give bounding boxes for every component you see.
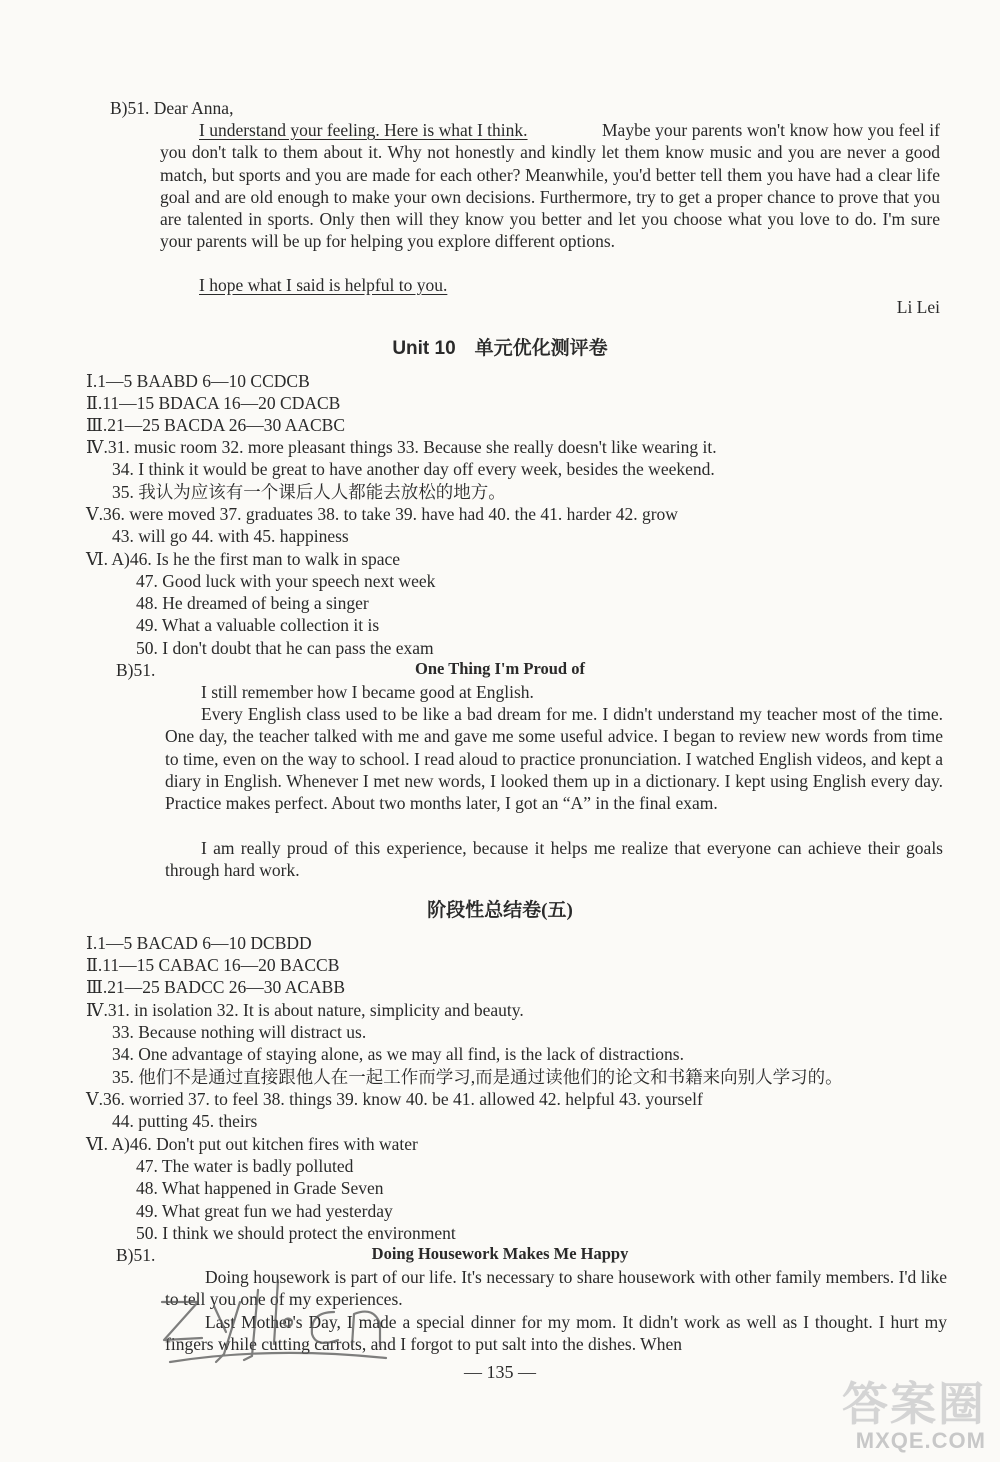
- letter-signature: Li Lei: [896, 297, 940, 317]
- stage5-line-6: 34. One advantage of staying alone, as we may all find, is the lack of distractions.: [112, 1044, 684, 1064]
- unit10-line-11: 48. He dreamed of being a singer: [136, 593, 369, 613]
- stage5-essay-title: Doing Housework Makes Me Happy: [371, 1244, 629, 1263]
- stage5-line-1: Ⅰ.1—5 BACAD 6—10 DCBDD: [86, 933, 312, 953]
- stage5-line-5: 33. Because nothing will distract us.: [112, 1022, 367, 1042]
- site-watermark: [842, 1368, 986, 1454]
- unit10-line-2: Ⅱ.11—15 BDACA 16—20 CDACB: [86, 393, 341, 413]
- unit10-essay-para-2: Every English class used to be like a bad dream for me. I didn't understand my teacher most of the time. One day, the teacher talked with me and gave me some useful advice. I began to review new words from time to time, even on the way to school. I read aloud to practice pronunciation. I watched English videos, and kept a diary in English. Whenever I met new words, I looked them up in a dictionary. I kept using English every day. Practice makes perfect. About two months later, I got an “A” in the final exam.: [165, 704, 943, 814]
- letter-closing: I hope what I said is helpful to you.: [199, 275, 448, 295]
- letter-intro: B)51. Dear Anna,: [110, 98, 234, 118]
- unit10-line-4: Ⅳ.31. music room 32. more pleasant things 33. Because she really doesn't like wearing it.: [86, 437, 717, 457]
- stage5-essay-para-2: Last Mother's Day, I made a special dinner for my mom. It didn't work as well as I thought. I hurt my fingers while cutting carrots, and I forgot to put salt into the dishes. When: [165, 1312, 947, 1355]
- stage5-heading: 阶段性总结卷(五): [427, 900, 573, 921]
- unit10-title-en: Unit 10: [392, 338, 456, 359]
- unit10-heading: [0, 333, 1000, 360]
- stage5-line-14: 50. I think we should protect the environment: [136, 1223, 456, 1243]
- letter-body: Maybe your parents won't know how you feel if you don't talk to them about it. Why not honestly and kindly let them know music and you are never a good match, but sports and you are made for each other? Meanwhile, you'd better tell them you have had a clear life goal and are old enough to make your own decisions. Furthermore, try to get a proper chance to prove that you are talented in sports. Only then will they know you better and let you choose what you love to do. I'm sure your parents will be up for helping you explore different options.: [160, 120, 940, 252]
- unit10-line-8: 43. will go 44. with 45. happiness: [112, 526, 349, 546]
- unit10-essay-para-3: I am really proud of this experience, because it helps me realize that everyone can achieve their goals through hard work.: [165, 838, 943, 881]
- unit10-essay-para-1: I still remember how I became good at English.: [201, 682, 534, 702]
- stage5-line-7: 35. 他们不是通过直接跟他人在一起工作而学习,而是通过读他们的论文和书籍来向别人学习的。: [112, 1067, 843, 1087]
- unit10-line-3: Ⅲ.21—25 BACDA 26—30 AACBC: [86, 415, 345, 435]
- stage5-line-13: 49. What great fun we had yesterday: [136, 1201, 393, 1221]
- stage5-line-11: 47. The water is badly polluted: [136, 1156, 354, 1176]
- stage5-line-10: Ⅵ. A)46. Don't put out kitchen fires with water: [86, 1134, 418, 1154]
- unit10-line-12: 49. What a valuable collection it is: [136, 615, 380, 635]
- handwritten-watermark: [150, 1262, 410, 1372]
- unit10-line-9: Ⅵ. A)46. Is he the first man to walk in space: [86, 549, 401, 569]
- stage5-line-8: Ⅴ.36. worried 37. to feel 38. things 39. know 40. be 41. allowed 42. helpful 43. yourself: [86, 1089, 703, 1109]
- unit10-line-13: 50. I don't doubt that he can pass the exam: [136, 638, 434, 658]
- unit10-line-10: 47. Good luck with your speech next week: [136, 571, 436, 591]
- unit10-line-6: 35. 我认为应该有一个课后人人都能去放松的地方。: [112, 482, 506, 502]
- letter-opening: I understand your feeling. Here is what I think.: [199, 120, 528, 140]
- stage5-essay-label: B)51.: [116, 1245, 156, 1265]
- unit10-line-5: 34. I think it would be great to have another day off every week, besides the weekend.: [112, 459, 715, 479]
- unit10-title-cn: 单元优化测评卷: [474, 338, 608, 359]
- watermark-logo: 答案圈: [842, 1377, 986, 1431]
- stage5-line-4: Ⅳ.31. in isolation 32. It is about nature, simplicity and beauty.: [86, 1000, 524, 1020]
- stage5-line-9: 44. putting 45. theirs: [112, 1111, 258, 1131]
- unit10-line-1: Ⅰ.1—5 BAABD 6—10 CCDCB: [86, 371, 310, 391]
- stage5-line-12: 48. What happened in Grade Seven: [136, 1178, 384, 1198]
- unit10-essay-label: B)51.: [116, 660, 156, 680]
- unit10-line-7: Ⅴ.36. were moved 37. graduates 38. to take 39. have had 40. the 41. harder 42. grow: [86, 504, 678, 524]
- watermark-url: MXQE.COM: [855, 1428, 986, 1453]
- page-number: — 135 —: [464, 1362, 536, 1382]
- stage5-essay-para-1: Doing housework is part of our life. It's necessary to share housework with other family members. I'd like to tell you one of my experiences.: [165, 1267, 947, 1310]
- stage5-line-3: Ⅲ.21—25 BADCC 26—30 ACABB: [86, 977, 345, 997]
- unit10-essay-title: One Thing I'm Proud of: [415, 659, 585, 678]
- stage5-line-2: Ⅱ.11—15 CABAC 16—20 BACCB: [86, 955, 340, 975]
